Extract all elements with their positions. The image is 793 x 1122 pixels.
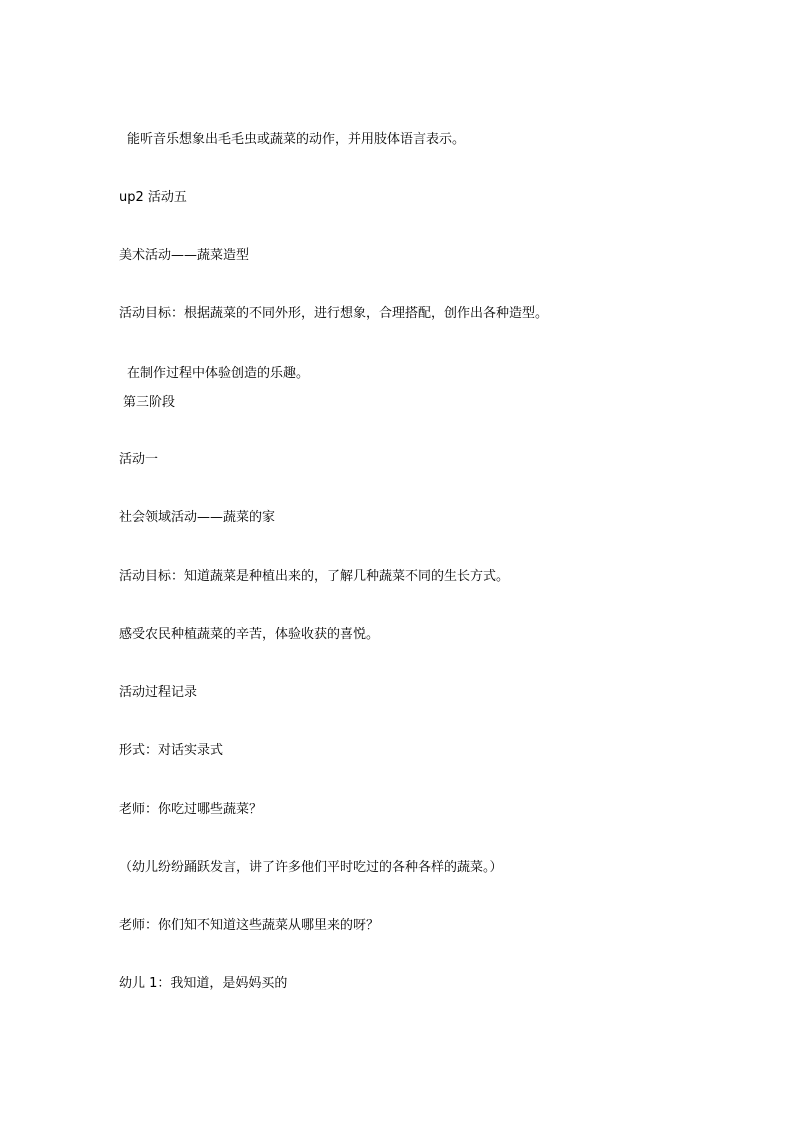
paragraph-goal-music: 能听音乐想象出毛毛虫或蔬菜的动作，并用肢体语言表示。: [127, 132, 466, 147]
process-record-heading: 活动过程记录: [119, 685, 198, 700]
dialogue-teacher-1: 老师：你吃过哪些蔬菜？: [119, 802, 263, 817]
format-line: 形式：对话实录式: [119, 743, 224, 758]
dialogue-note: （幼儿纷纷踊跃发言，讲了许多他们平时吃过的各种各样的蔬菜。）: [119, 860, 503, 875]
activity-goal-art-continued: 在制作过程中体验创造的乐趣。: [127, 366, 310, 381]
dialogue-child-1: 幼儿 1：我知道，是妈妈买的: [119, 976, 288, 991]
activity-title-social: 社会领域活动——蔬菜的家: [119, 510, 276, 525]
activity-one-heading: 活动一: [119, 452, 159, 467]
stage-heading: 第三阶段: [123, 395, 176, 410]
activity-title-art: 美术活动——蔬菜造型: [119, 248, 250, 263]
activity-goal-social-continued: 感受农民种植蔬菜的辛苦，体验收获的喜悦。: [119, 627, 380, 642]
activity-goal-social: 活动目标：知道蔬菜是种植出来的，了解几种蔬菜不同的生长方式。: [119, 569, 510, 584]
section-heading-activity-five: up2 活动五: [119, 190, 187, 205]
activity-goal-art: 活动目标：根据蔬菜的不同外形，进行想象，合理搭配，创作出各种造型。: [119, 306, 549, 321]
dialogue-teacher-2: 老师：你们知不知道这些蔬菜从哪里来的呀？: [119, 918, 380, 933]
